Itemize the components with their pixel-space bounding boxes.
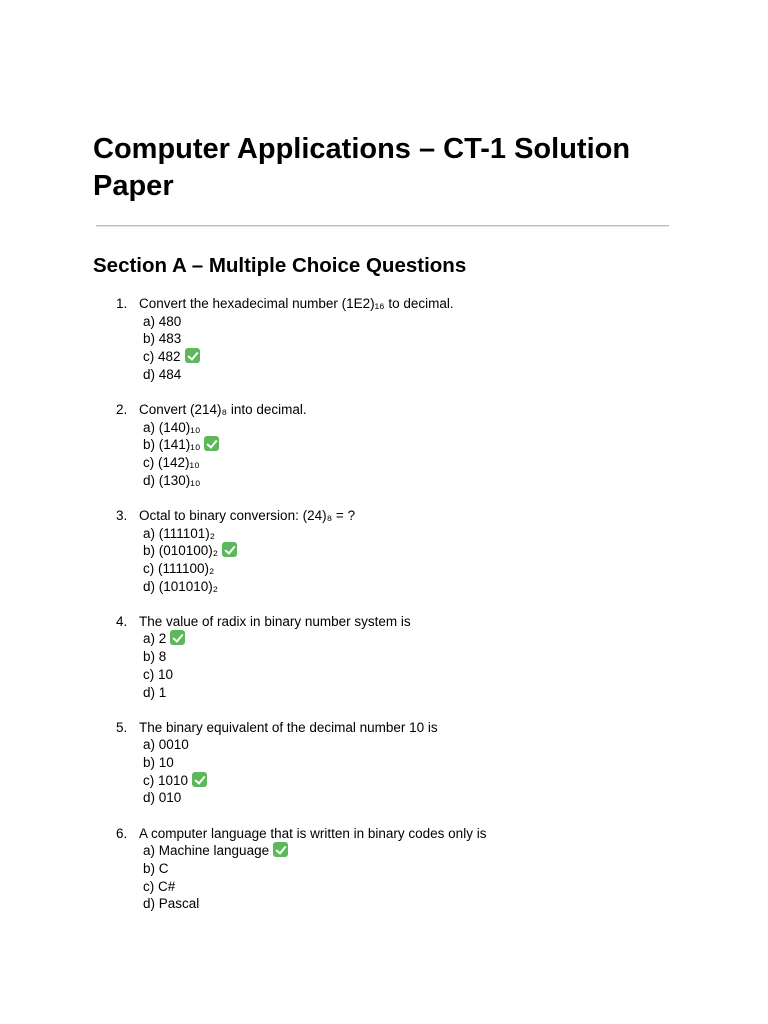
answer-option	[143, 630, 673, 648]
question-item	[93, 401, 673, 490]
question-item	[93, 295, 673, 384]
answer-option	[143, 366, 673, 384]
option-label: a) (140)₁₀	[143, 419, 201, 435]
question-text: A computer language that is written in binary codes only is	[139, 825, 487, 841]
answer-option	[143, 895, 673, 913]
question-number: 2.	[116, 401, 128, 417]
answer-option	[143, 313, 673, 331]
option-label: b) 10	[143, 755, 174, 771]
question-text: Convert (214)₈ into decimal.	[139, 401, 307, 417]
option-list	[139, 419, 673, 490]
document-page	[93, 131, 673, 930]
question-list	[93, 295, 673, 913]
document-title: Computer Applications – CT-1 Solution Paper	[93, 133, 631, 202]
option-label: d) (101010)₂	[143, 578, 219, 594]
option-label: b) C	[143, 860, 169, 876]
question-item	[93, 719, 673, 808]
option-list	[139, 630, 673, 701]
question-item	[93, 613, 673, 702]
question-text: The value of radix in binary number system is	[139, 613, 411, 629]
check-mark-icon	[185, 348, 200, 363]
option-label: c) C#	[143, 878, 176, 894]
question-number: 6.	[116, 825, 128, 841]
option-label: a) 2	[143, 631, 167, 647]
check-mark-icon	[192, 772, 207, 787]
option-label: a) 0010	[143, 737, 189, 753]
option-list	[139, 525, 673, 596]
answer-option	[143, 419, 673, 437]
option-list	[139, 313, 673, 384]
option-label: a) Machine language	[143, 843, 270, 859]
option-label: b) (141)₁₀	[143, 437, 201, 453]
option-label: a) 480	[143, 313, 182, 329]
option-list	[139, 736, 673, 807]
question-text: Convert the hexadecimal number (1E2)₁₆ to decimal.	[139, 296, 454, 311]
question-text: Octal to binary conversion: (24)₈ = ?	[139, 507, 356, 523]
answer-option	[143, 842, 673, 860]
option-label: c) 1010	[143, 772, 189, 788]
answer-option	[143, 348, 673, 366]
option-label: b) (010100)₂	[143, 543, 219, 559]
option-label: d) (130)₁₀	[143, 472, 201, 488]
answer-option	[143, 772, 673, 790]
option-label: c) 10	[143, 666, 174, 682]
answer-option	[143, 736, 673, 754]
option-label: b) 8	[143, 649, 167, 665]
horizontal-divider	[96, 225, 669, 227]
answer-option	[143, 560, 673, 578]
answer-option	[143, 436, 673, 454]
answer-option	[143, 860, 673, 878]
answer-option	[143, 878, 673, 896]
question-number: 4.	[116, 613, 128, 629]
option-label: a) (111101)₂	[143, 525, 216, 541]
answer-option	[143, 454, 673, 472]
answer-option	[143, 754, 673, 772]
option-label: d) 484	[143, 366, 182, 382]
question-number: 3.	[116, 507, 128, 523]
option-label: d) 010	[143, 790, 182, 806]
check-mark-icon	[273, 842, 288, 857]
check-mark-icon	[170, 630, 185, 645]
option-label: b) 483	[143, 331, 182, 347]
question-text: The binary equivalent of the decimal number 10 is	[139, 719, 438, 735]
question-item	[93, 825, 673, 914]
option-label: c) (111100)₂	[143, 560, 215, 576]
answer-option	[143, 684, 673, 702]
answer-option	[143, 542, 673, 560]
option-label: c) 482	[143, 349, 181, 365]
section-a-title: Section A – Multiple Choice Questions	[93, 254, 467, 277]
answer-option	[143, 578, 673, 596]
option-label: d) Pascal	[143, 896, 200, 912]
answer-option	[143, 330, 673, 348]
check-mark-icon	[222, 542, 237, 557]
option-label: c) (142)₁₀	[143, 455, 200, 471]
question-number: 1.	[116, 296, 128, 311]
check-mark-icon	[204, 436, 219, 451]
question-item	[93, 507, 673, 596]
option-list	[139, 842, 673, 913]
answer-option	[143, 472, 673, 490]
option-label: d) 1	[143, 684, 167, 700]
answer-option	[143, 666, 673, 684]
answer-option	[143, 789, 673, 807]
question-number: 5.	[116, 719, 128, 735]
answer-option	[143, 525, 673, 543]
answer-option	[143, 648, 673, 666]
